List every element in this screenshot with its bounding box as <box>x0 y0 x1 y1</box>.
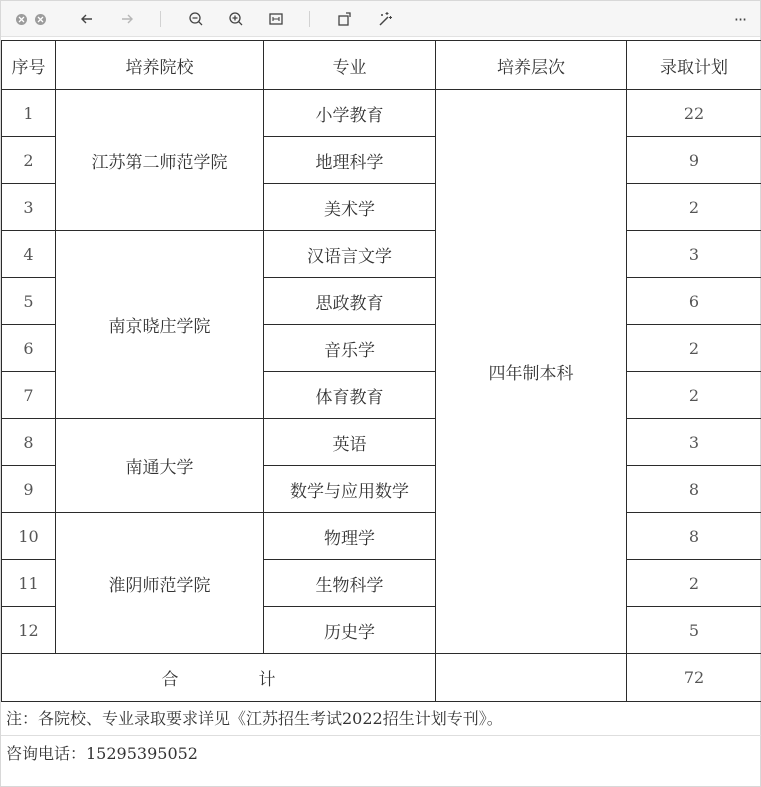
major-cell: 音乐学 <box>264 325 436 372</box>
school-cell: 南通大学 <box>56 419 264 513</box>
viewer-toolbar <box>1 1 760 37</box>
header-cell-no: 序号 <box>2 41 56 90</box>
fit-page-button[interactable] <box>266 9 286 29</box>
table-header-row <box>2 41 761 90</box>
header-cell-level: 培养层次 <box>436 41 627 90</box>
fit-page-icon <box>268 11 284 27</box>
major-cell: 物理学 <box>264 513 436 560</box>
more-icon: ··· <box>733 9 747 29</box>
major-cell: 地理科学 <box>264 137 436 184</box>
major-cell: 生物科学 <box>264 560 436 607</box>
total-label-part: 合 <box>161 670 179 690</box>
close-icon <box>16 14 27 25</box>
zoom-in-button[interactable] <box>226 9 246 29</box>
plan-cell: 22 <box>627 90 761 137</box>
plan-cell: 2 <box>627 325 761 372</box>
header-cell-plan: 录取计划 <box>627 41 761 90</box>
table-row <box>2 231 761 278</box>
enhance-button[interactable] <box>375 9 395 29</box>
total-level-cell <box>436 654 627 702</box>
document-page <box>1 40 761 772</box>
row-no: 3 <box>2 184 56 231</box>
table-row <box>2 419 761 466</box>
row-no: 4 <box>2 231 56 278</box>
admission-plan-table <box>1 40 761 702</box>
table-row <box>2 513 761 560</box>
row-no: 1 <box>2 90 56 137</box>
row-no: 11 <box>2 560 56 607</box>
zoom-out-button[interactable] <box>186 9 206 29</box>
header-cell-school: 培养院校 <box>56 41 264 90</box>
plan-cell: 2 <box>627 184 761 231</box>
back-arrow-icon <box>80 12 94 26</box>
school-cell: 南京晓庄学院 <box>56 231 264 419</box>
total-label-cell <box>2 654 436 702</box>
major-cell: 小学教育 <box>264 90 436 137</box>
plan-cell: 9 <box>627 137 761 184</box>
school-cell: 江苏第二师范学院 <box>56 90 264 231</box>
plan-cell: 2 <box>627 372 761 419</box>
plan-cell: 8 <box>627 513 761 560</box>
toolbar-separator <box>309 11 310 27</box>
more-button[interactable] <box>730 9 750 29</box>
major-cell: 思政教育 <box>264 278 436 325</box>
row-no: 9 <box>2 466 56 513</box>
row-no: 5 <box>2 278 56 325</box>
close-button[interactable] <box>11 9 31 29</box>
major-cell: 体育教育 <box>264 372 436 419</box>
contact-phone: 咨询电话：15295395052 <box>6 744 198 763</box>
row-no: 10 <box>2 513 56 560</box>
level-cell: 四年制本科 <box>436 90 627 654</box>
plan-cell: 6 <box>627 278 761 325</box>
plan-cell: 3 <box>627 419 761 466</box>
total-value-cell: 72 <box>627 654 761 702</box>
rotate-icon <box>337 11 353 27</box>
zoom-in-icon <box>228 11 244 27</box>
forward-arrow-icon <box>120 12 134 26</box>
plan-cell: 2 <box>627 560 761 607</box>
toolbar-separator <box>160 11 161 27</box>
row-no: 6 <box>2 325 56 372</box>
footnote: 注：各院校、专业录取要求详见《江苏招生考试2022招生计划专刊》。 <box>1 702 761 736</box>
major-cell: 美术学 <box>264 184 436 231</box>
total-row <box>2 654 761 702</box>
row-no: 8 <box>2 419 56 466</box>
school-cell: 淮阴师范学院 <box>56 513 264 654</box>
header-cell-major: 专业 <box>264 41 436 90</box>
row-no: 12 <box>2 607 56 654</box>
magic-wand-icon <box>377 11 393 27</box>
minimize-button[interactable] <box>30 9 50 29</box>
zoom-out-icon <box>188 11 204 27</box>
back-button[interactable] <box>77 9 97 29</box>
major-cell: 历史学 <box>264 607 436 654</box>
major-cell: 数学与应用数学 <box>264 466 436 513</box>
row-no: 2 <box>2 137 56 184</box>
table-row <box>2 90 761 137</box>
major-cell: 英语 <box>264 419 436 466</box>
plan-cell: 8 <box>627 466 761 513</box>
plan-cell: 5 <box>627 607 761 654</box>
rotate-button[interactable] <box>335 9 355 29</box>
forward-button[interactable] <box>117 9 137 29</box>
row-no: 7 <box>2 372 56 419</box>
major-cell: 汉语言文学 <box>264 231 436 278</box>
plan-cell: 3 <box>627 231 761 278</box>
total-label-part: 计 <box>258 670 276 690</box>
minimize-icon <box>35 14 46 25</box>
